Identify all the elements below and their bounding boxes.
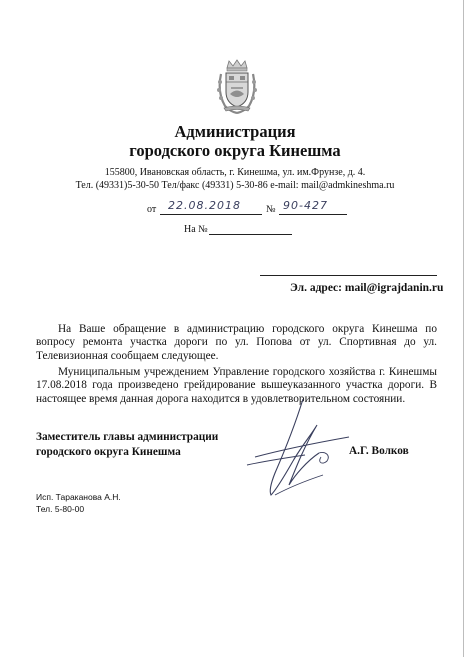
reply-to-label: На № [184, 224, 208, 235]
number-handwritten: 90-427 [283, 199, 328, 212]
page-edge [463, 0, 464, 657]
date-label: от [147, 204, 157, 215]
org-contacts: Тел. (49331)5-30-50 Тел/факс (49331) 5-30-86 e-mail: mail@admkineshma.ru [75, 180, 395, 191]
executor-phone: Тел. 5-80-00 [36, 504, 85, 514]
org-title-line1: Администрация [174, 122, 296, 141]
number-label: № [266, 204, 276, 215]
org-title-line2: городского округа Кинешма [129, 141, 341, 160]
date-underline [160, 214, 262, 215]
reply-to-underline [209, 234, 292, 235]
signatory-name: А.Г. Волков [349, 445, 409, 457]
signatory-position-line1: Заместитель главы администрации [36, 431, 219, 443]
number-underline [279, 214, 347, 215]
signatory-position-line2: городского округа Кинешма [36, 446, 181, 458]
recipient-underline [260, 275, 437, 276]
date-handwritten: 22.08.2018 [168, 199, 241, 212]
body-paragraph-1: На Ваше обращение в администрацию городского округа Кинешма по вопросу ремонта участка дороги по ул. Попова от ул. Спортивная до ул. Телевизионная сообщаем следующее. [36, 323, 437, 362]
executor-name: Исп. Тараканова А.Н. [36, 492, 121, 502]
org-address: 155800, Ивановская область, г. Кинешма, ул. им.Фрунзе, д. 4. [104, 167, 366, 178]
body-paragraph-2: Муниципальным учреждением Управление городского хозяйства г. Кинешмы 17.08.2018 года произведено грейдирование вышеуказанного участка дороги. В настоящее время данная дорога находится в удовлетворительном состоянии. [36, 366, 437, 405]
handwritten-signature-icon [245, 395, 365, 505]
coat-of-arms-icon [215, 58, 259, 114]
recipient-email: Эл. адрес: mail@igrajdanin.ru [290, 282, 444, 294]
